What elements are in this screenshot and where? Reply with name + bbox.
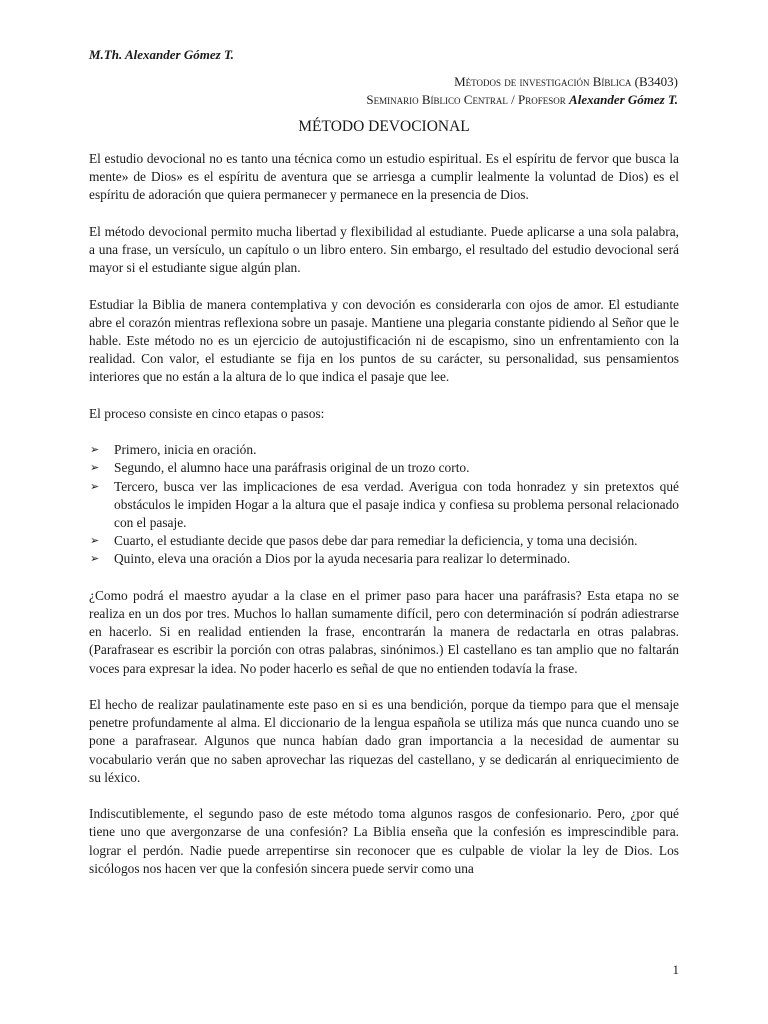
step-text: Tercero, busca ver las implicaciones de esa verdad. Averigua con toda honradez y sin pretextos qué obstáculos le impiden Hogar a la altura que el pasaje indica y confiesa su problema personal relacionado con el pasaje. <box>114 478 679 530</box>
step-text: Quinto, eleva una oración a Dios por la ayuda necesaria para realizar lo determinado. <box>114 551 571 567</box>
professor-name: Alexander Gómez T. <box>569 92 678 107</box>
steps-list <box>89 441 679 568</box>
document-body <box>89 150 679 896</box>
paragraph: El método devocional permito mucha libertad y flexibilidad al estudiante. Puede aplicarse a una sola palabra, a una frase, un versículo, un capítulo o un libro entero. Sin embargo, el resultado del estudio devocional será mayor si el estudiante sigue algún plan. <box>89 223 679 276</box>
list-item <box>89 550 679 568</box>
arrow-bullet-icon: ➢ <box>90 443 100 457</box>
paragraph: Indiscutiblemente, el segundo paso de este método toma algunos rasgos de confesionario. Pero, ¿por qué tiene uno que avergonzarse de una confesión? La Biblia enseña que la confesión es imprescindible para. lograr el perdón. Nadie puede arrepentirse sin reconocer que es culpable de violar la ley de Dios. Los sicólogos nos hacen ver que la confesión sincera puede servir como una <box>89 806 679 876</box>
arrow-bullet-icon: ➢ <box>90 534 100 548</box>
list-item <box>89 478 679 533</box>
arrow-bullet-icon: ➢ <box>90 461 100 475</box>
step-text: Primero, inicia en oración. <box>114 442 257 458</box>
paragraph: El estudio devocional no es tanto una técnica como un estudio espiritual. Es el espíritu de fervor que busca la mente» de Dios» es el espíritu de aventura que se arriesga a cumplir lealmente la voluntad de Dios) es el espíritu de adoración que quiera permanecer y permanece en la presencia de Dios. <box>89 151 679 203</box>
author-name: M.Th. Alexander Gómez T. <box>89 47 234 62</box>
course-header <box>366 73 678 109</box>
arrow-bullet-icon: ➢ <box>90 479 100 493</box>
paragraph: El hecho de realizar paulatinamente este paso en si es una bendición, porque da tiempo para que el mensaje penetre profundamente al alma. El diccionario de la lengua española se utiliza más que nunca cuando uno se pone a parafrasear. Algunos que nunca habían dado gran importancia a la necesidad de aumentar su vocabulario verán que no saben aprovechar las riquezas del castellano, y se dedicarán al enriquecimiento de su léxico. <box>89 697 679 785</box>
paragraph: ¿Como podrá el maestro ayudar a la clase en el primer paso para hacer una paráfrasis? Esta etapa no se realiza en un dos por tres. Muchos lo hallan sumamente difícil, pero con determinación sí podrán adiestrarse en hacerlo. Si en realidad entienden la frase, encontrarán la manera de redactarla en otras palabras. (Parafrasear es escribir la porción con otras palabras, sinónimos.) El castellano es tan amplio que no faltarán voces para expresar la idea. No poder hacerlo es señal de que no entienden todavía la frase. <box>89 587 679 676</box>
list-item <box>89 532 679 550</box>
seminary-prefix: Seminario Bíblico Central / Profesor <box>366 92 566 107</box>
course-title: Métodos de investigación Bíblica (B3403) <box>454 74 678 89</box>
list-item <box>89 459 679 477</box>
paragraph: Estudiar la Biblia de manera contemplativa y con devoción es considerarla con ojos de amor. El estudiante abre el corazón mientras reflexiona sobre un pasaje. Mantiene una plegaria constante pidiendo al Señor que le hable. Este método no es un ejercicio de autojustificación ni de escapismo, sino un enfrentamiento con la realidad. Con valor, el estudiante se fija en los puntos de su carácter, su personalidad, sus pensamientos interiores que no están a la altura de lo que indica el pasaje que lee. <box>89 296 679 385</box>
step-text: Cuarto, el estudiante decide que pasos debe dar para remediar la deficiencia, y toma una decisión. <box>114 533 638 549</box>
document-title: MÉTODO DEVOCIONAL <box>298 118 470 135</box>
page-number: 1 <box>672 962 679 977</box>
seminary-line <box>366 91 678 109</box>
paragraph: El proceso consiste en cinco etapas o pasos: <box>89 405 325 421</box>
arrow-bullet-icon: ➢ <box>90 552 100 566</box>
list-item <box>89 441 679 459</box>
step-text: Segundo, el alumno hace una paráfrasis original de un trozo corto. <box>114 460 470 476</box>
